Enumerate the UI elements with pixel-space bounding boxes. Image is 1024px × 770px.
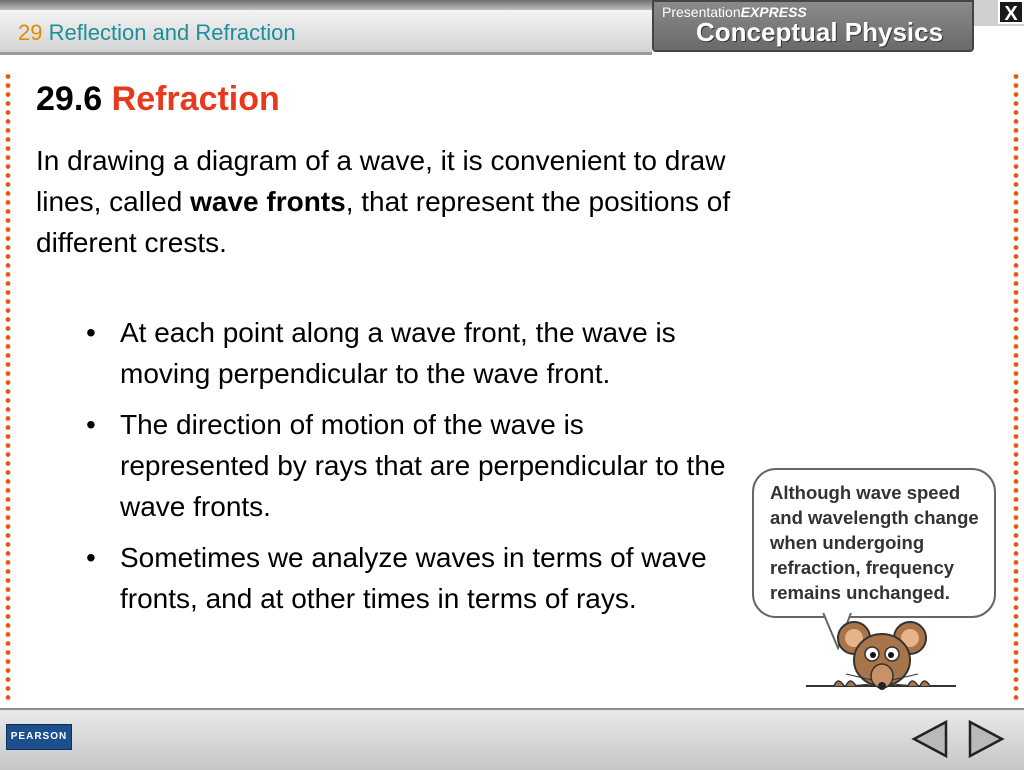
bullet-text: At each point along a wave front, the wave is moving perpendicular to the wave front. xyxy=(120,317,676,389)
brand-logo xyxy=(652,0,974,52)
intro-text-1: In drawing a diagram of a wave, it is convenient to draw lines, called xyxy=(36,145,726,217)
bullet-icon: • xyxy=(86,542,96,573)
chapter-name: Reflection and Refraction xyxy=(48,20,296,45)
chapter-number: 29 xyxy=(18,20,43,45)
brand-small-plain: Presentation xyxy=(662,4,741,20)
bullet-icon: • xyxy=(86,409,96,440)
next-button[interactable] xyxy=(964,718,1006,760)
mouse-icon xyxy=(806,612,956,702)
intro-text-2: , that represent the positions of different crests. xyxy=(36,186,731,258)
chapter-title xyxy=(18,20,296,46)
brand-small-bold: EXPRESS xyxy=(740,4,807,20)
prev-button[interactable] xyxy=(910,718,952,760)
bullet-icon: • xyxy=(86,317,96,348)
pearson-logo: PEARSON xyxy=(6,724,72,750)
section-title-text: Refraction xyxy=(111,80,280,118)
bullet-text: The direction of motion of the wave is represented by rays that are perpendicular to the wave fronts. xyxy=(120,409,726,522)
footer xyxy=(0,708,1024,770)
right-triangle-icon xyxy=(970,722,1002,756)
bullet-list xyxy=(86,312,726,629)
bullet-item xyxy=(86,404,726,527)
bullet-item xyxy=(86,537,726,619)
bullet-item xyxy=(86,312,726,394)
chapter-tab xyxy=(0,10,652,55)
speech-bubble-text: Although wave speed and wavelength change when undergoing refraction, frequency remains unchanged. xyxy=(770,482,979,603)
left-triangle-icon xyxy=(914,722,946,756)
bullet-text: Sometimes we analyze waves in terms of wave fronts, and at other times in terms of rays. xyxy=(120,542,707,614)
speech-bubble xyxy=(752,468,996,618)
dotted-border-right xyxy=(1013,72,1019,700)
intro-paragraph xyxy=(36,140,736,263)
close-button[interactable]: X xyxy=(998,0,1024,24)
header xyxy=(0,0,1024,62)
intro-bold-term: wave fronts xyxy=(190,186,346,217)
section-number: 29.6 xyxy=(36,80,103,118)
dotted-border-left xyxy=(5,72,11,700)
brand-title: Conceptual Physics xyxy=(696,17,944,47)
section-title xyxy=(36,80,280,119)
